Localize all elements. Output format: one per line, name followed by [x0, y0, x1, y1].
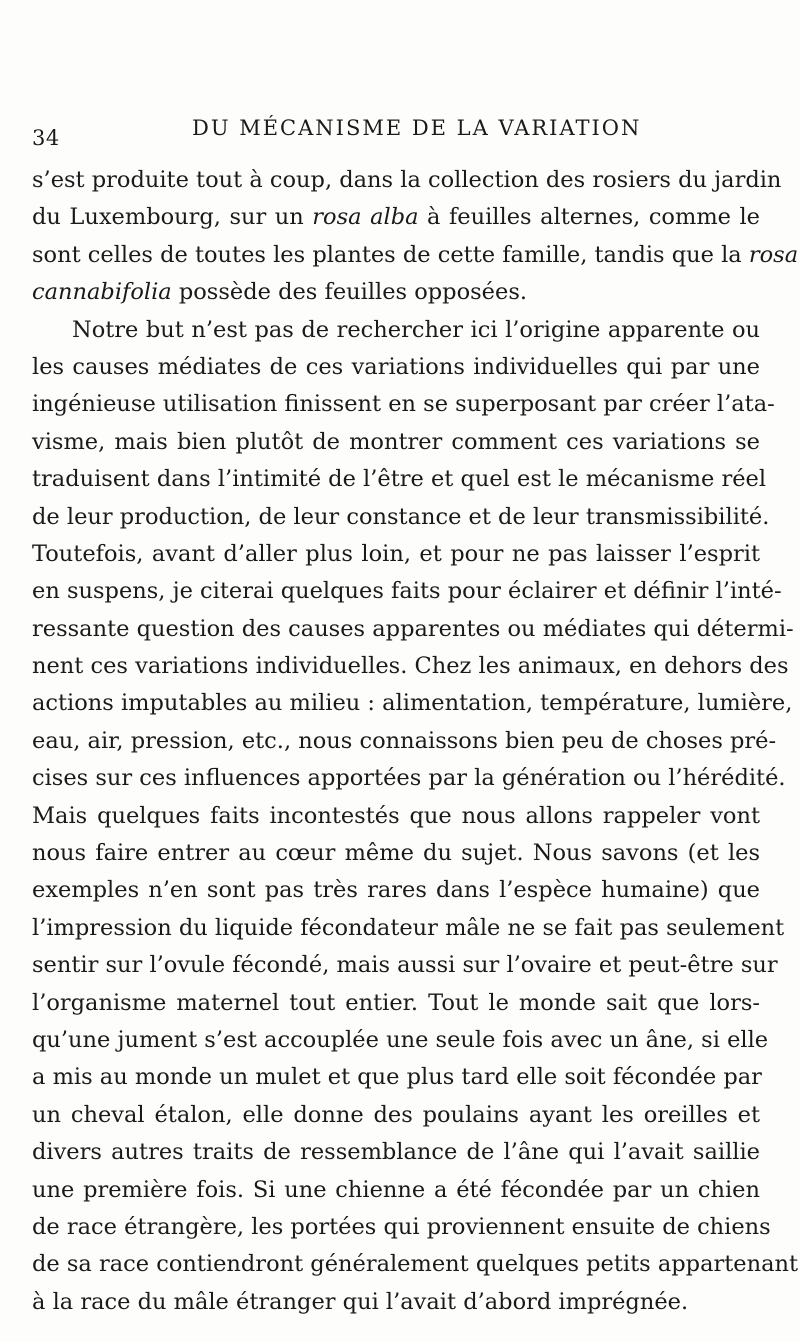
text-run: du Luxembourg, sur un — [32, 204, 313, 231]
text-run: sont celles de toutes les plantes de cette famille, tandis que la — [32, 241, 749, 268]
page-number: 34 — [32, 126, 60, 150]
text-line — [32, 872, 760, 909]
text-run: cises sur ces influences apportées par la génération ou l’hérédité. — [32, 765, 786, 792]
text-run: actions imputables au milieu : alimentation, température, lumière, — [32, 690, 793, 717]
body-text — [32, 162, 799, 1321]
text-run: ressante question des causes apparentes ou médiates qui détermi- — [32, 615, 794, 642]
text-run: ingénieuse utilisation finissent en se superposant par créer l’ata- — [32, 391, 775, 418]
text-run: sentir sur l’ovule fécondé, mais aussi sur l’ovaire et peut-être sur — [32, 952, 778, 979]
text-line — [32, 723, 777, 760]
text-run: de leur production, de leur constance et de leur transmissibilité. — [32, 503, 770, 530]
text-run: les causes médiates de ces variations individuelles qui par une — [32, 353, 760, 380]
text-run: nent ces variations individuelles. Chez les animaux, en dehors des — [32, 653, 789, 680]
text-run: un cheval étalon, elle donne des poulains ayant les oreilles et — [32, 1101, 760, 1128]
text-line — [32, 237, 799, 274]
text-line — [32, 312, 760, 349]
text-run: exemples n’en sont pas très rares dans l’espèce humaine) que — [32, 877, 760, 904]
text-line — [32, 424, 760, 461]
text-line — [32, 1022, 769, 1059]
text-line — [32, 536, 760, 573]
text-line — [32, 611, 794, 648]
text-line — [32, 835, 760, 872]
italic-text: rosa — [748, 241, 799, 268]
text-run: Mais quelques faits incontestés que nous allons rappeler vont — [32, 802, 760, 829]
text-line — [32, 573, 782, 610]
text-line — [32, 199, 760, 236]
text-run: de sa race contiendront généralement quelques petits appartenant — [32, 1251, 799, 1278]
text-run: une première fois. Si une chienne a été fécondée par un chien — [32, 1176, 760, 1203]
text-line — [32, 648, 789, 685]
text-line — [32, 760, 786, 797]
text-line — [32, 1134, 760, 1171]
text-run: nous faire entrer au cœur même du sujet. Nous savons (et les — [32, 840, 760, 867]
text-line — [32, 1246, 799, 1283]
text-run: qu’une jument s’est accouplée une seule fois avec un âne, si elle — [32, 1026, 769, 1053]
text-line — [32, 1209, 771, 1246]
text-line — [32, 499, 770, 536]
text-run: Toutefois, avant d’aller plus loin, et pour ne pas laisser l’esprit — [32, 540, 760, 567]
text-run: en suspens, je citerai quelques faits pour éclairer et définir l’inté- — [32, 578, 782, 605]
text-line — [32, 985, 760, 1022]
text-run: s’est produite tout à coup, dans la collection des rosiers du jardin — [32, 167, 782, 193]
text-run: à feuilles alternes, comme le — [418, 204, 760, 231]
italic-text: cannabifolia — [32, 279, 172, 306]
text-run: l’impression du liquide fécondateur mâle ne se fait pas seulement — [32, 914, 785, 941]
text-line — [32, 1172, 760, 1209]
text-line — [32, 798, 760, 835]
text-run: visme, mais bien plutôt de montrer comment ces variations se — [32, 428, 760, 455]
text-run: eau, air, pression, etc., nous connaissons bien peu de choses pré- — [32, 727, 777, 754]
running-title: DU MÉCANISME DE LA VARIATION — [192, 116, 642, 140]
text-line — [32, 1059, 760, 1096]
text-line — [32, 386, 775, 423]
text-line — [32, 947, 778, 984]
page-header — [32, 112, 772, 152]
text-run: à la race du mâle étranger qui l’avait d’abord imprégnée. — [32, 1288, 689, 1315]
text-line — [32, 274, 760, 311]
text-run: divers autres traits de ressemblance de l’âne qui l’avait saillie — [32, 1139, 760, 1166]
text-line — [32, 349, 760, 386]
text-run: traduisent dans l’intimité de l’être et quel est le mécanisme réel — [32, 466, 767, 493]
text-line — [32, 685, 793, 722]
text-run: a mis au monde un mulet et que plus tard elle soit fécondée par — [32, 1064, 762, 1091]
text-line — [32, 162, 782, 199]
text-run: Notre but n’est pas de rechercher ici l’origine apparente ou — [72, 316, 760, 343]
text-run: possède des feuilles opposées. — [171, 279, 528, 306]
text-line — [32, 910, 785, 947]
text-line — [32, 1284, 760, 1321]
italic-text: rosa alba — [312, 204, 419, 231]
text-line — [32, 461, 767, 498]
text-line — [32, 1097, 760, 1134]
text-run: l’organisme maternel tout entier. Tout le monde sait que lors- — [32, 989, 760, 1016]
text-run: de race étrangère, les portées qui proviennent ensuite de chiens — [32, 1213, 771, 1240]
